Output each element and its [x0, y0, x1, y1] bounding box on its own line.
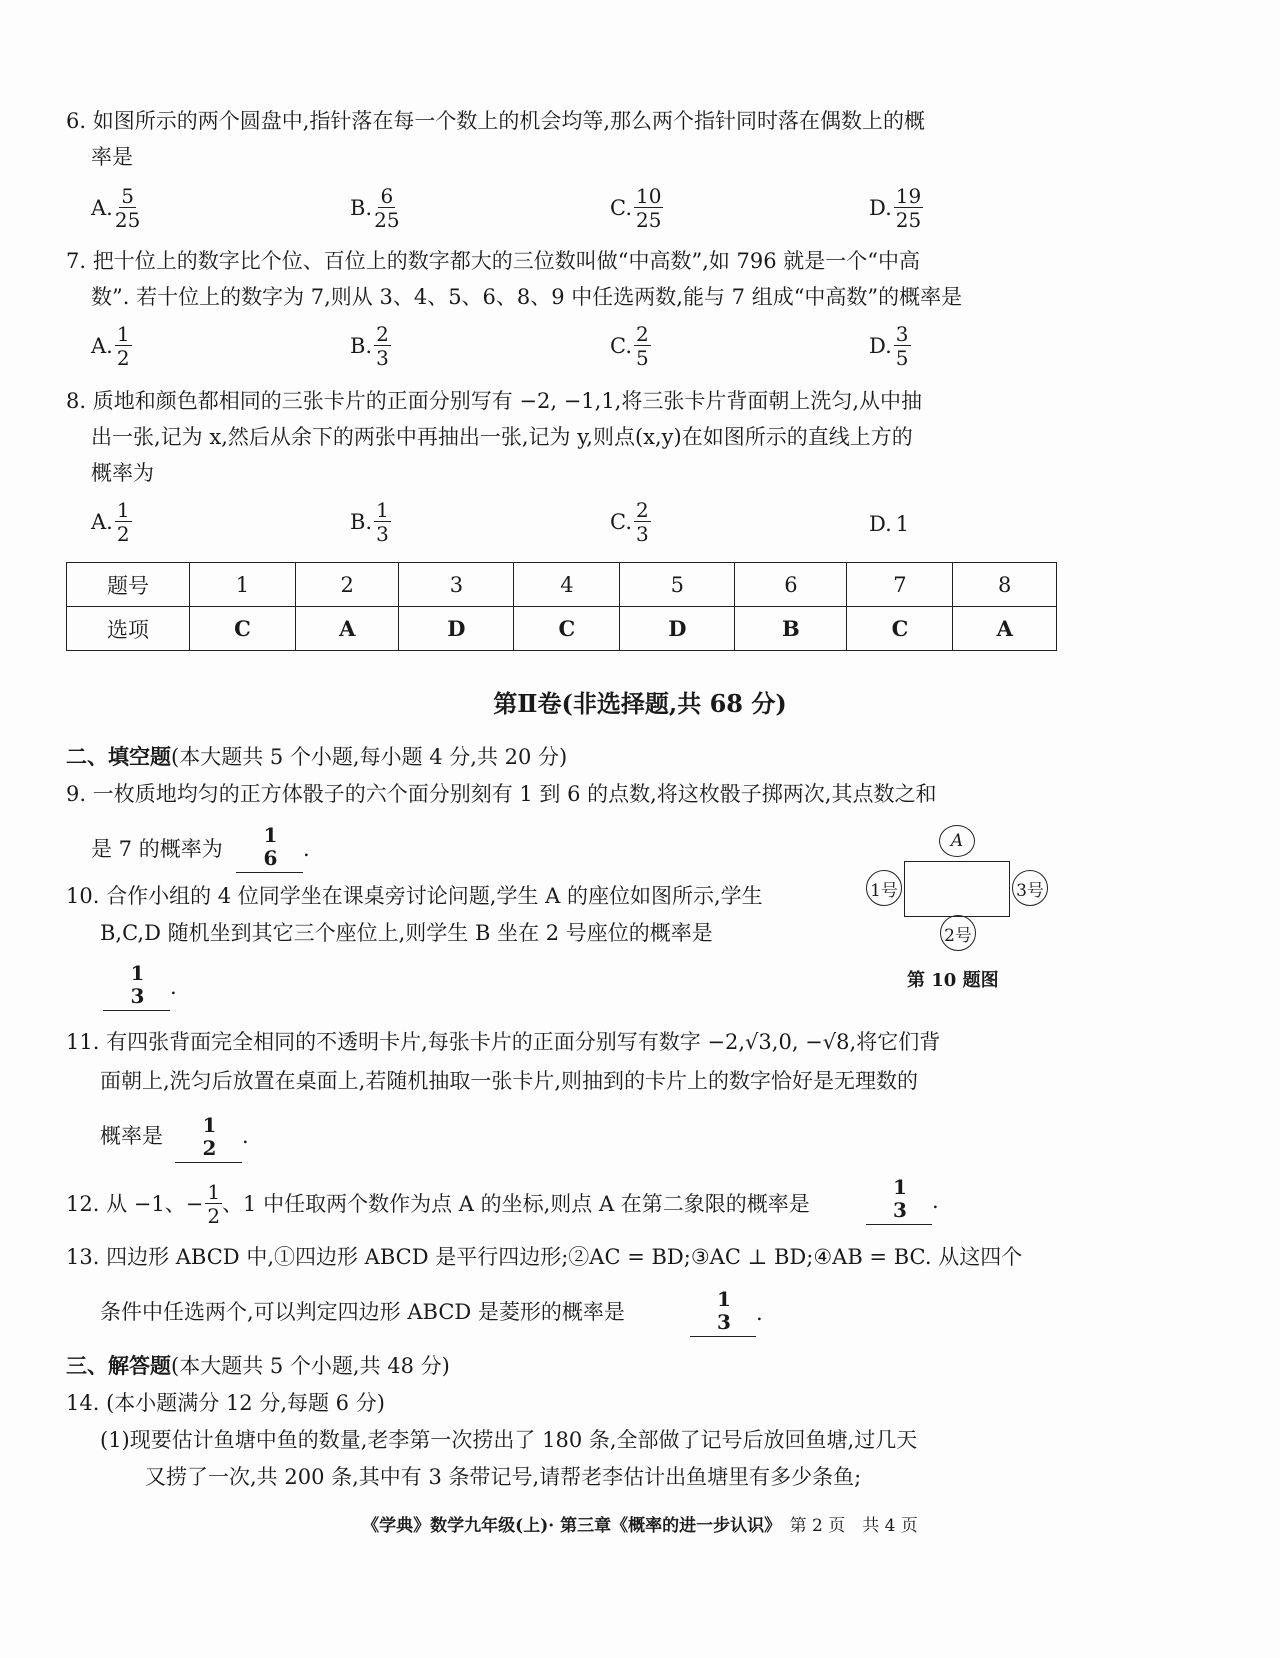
q11-text-line2: 面朝上,洗匀后放置在桌面上,若随机抽取一张卡片,则抽到的卡片上的数字恰好是无理数的 [100, 1069, 919, 1093]
q7-text-line2: 数”. 若十位上的数字为 7,则从 3、4、5、6、8、9 中任选两数,能与 7 组成“中高数”的概率是 [91, 285, 963, 309]
section2-note: (本大题共 5 个小题,每小题 4 分,共 20 分) [171, 745, 568, 769]
seat-3: 3号 [1012, 870, 1048, 906]
option-label: D. [869, 334, 892, 358]
option-fraction: $\frac{19}{25}$ [895, 184, 922, 232]
q12-text [66, 1182, 810, 1226]
q8-text-line2: 出一张,记为 x,然后从余下的两张中再抽出一张,记为 y,则点(x,y)在如图所示的直线上方的 [91, 425, 913, 449]
option-fraction: $\frac{1}{2}$ [116, 498, 130, 546]
row-label: 题号 [67, 563, 190, 607]
section3-header [66, 1351, 450, 1381]
q7-option-d[interactable] [869, 324, 911, 368]
answer-cell[interactable]: D [399, 607, 514, 651]
option-label: D. [869, 512, 892, 536]
option-label: B. [350, 510, 373, 534]
question-number: 1 [190, 563, 296, 607]
option-fraction: $\frac{6}{25}$ [374, 184, 400, 232]
option-label: A. [91, 510, 113, 534]
q13-answer-blank[interactable] [690, 1284, 756, 1337]
section3-heading: 三、解答题 [66, 1353, 171, 1378]
question-number: 7 [847, 563, 953, 607]
table-row [67, 563, 1057, 607]
option-label: A. [91, 196, 113, 220]
footer-book: 《学典》数学九年级(上)· 第三章《概率的进一步认识》 [362, 1516, 773, 1536]
answer-cell[interactable]: C [847, 607, 953, 651]
option-label: B. [350, 334, 373, 358]
question-number: 5 [620, 563, 735, 607]
section3-note: (本大题共 5 个小题,共 48 分) [171, 1354, 450, 1378]
footer-page: 第 2 页 共 4 页 [789, 1516, 918, 1536]
question-number: 3 [399, 563, 514, 607]
desk-rectangle [904, 861, 1010, 917]
q6-option-c[interactable] [610, 186, 663, 230]
q8-text-line3: 概率为 [91, 461, 154, 485]
answer-cell[interactable]: D [620, 607, 735, 651]
q9-end: . [303, 837, 310, 861]
question-number: 4 [514, 563, 620, 607]
answer-cell[interactable]: A [295, 607, 398, 651]
q8-option-c[interactable] [610, 500, 651, 544]
page-footer [0, 1511, 1280, 1536]
option-label: A. [91, 334, 113, 358]
row-label: 选项 [67, 607, 190, 651]
q12-pre: 12. 从 −1、− [66, 1192, 204, 1216]
seat-a: A [939, 825, 975, 857]
q9-text-line2: 是 7 的概率为 [91, 837, 223, 861]
q7-text-line1: 7. 把十位上的数字比个位、百位上的数字都大的三位数叫做“中高数”,如 796 就是一个“中高 [66, 249, 921, 273]
option-fraction: $\frac{2}{3}$ [376, 322, 389, 370]
q11-text-line1: 11. 有四张背面完全相同的不透明卡片,每张卡片的正面分别写有数字 −2,√3,0, −√8,将它们背 [66, 1030, 941, 1054]
q12-end: . [932, 1189, 939, 1213]
question-number: 6 [735, 563, 847, 607]
q8-option-d[interactable] [869, 512, 909, 536]
q8-option-a[interactable] [91, 500, 132, 544]
option-label: C. [610, 334, 632, 358]
answer-cell[interactable]: A [953, 607, 1057, 651]
q6-text-line1: 6. 如图所示的两个圆盘中,指针落在每一个数上的机会均等,那么两个指针同时落在偶数上的概 [66, 109, 926, 133]
q13-end: . [756, 1301, 763, 1325]
q9-answer-blank[interactable] [236, 820, 303, 873]
q12-post: 、1 中任取两个数作为点 A 的坐标,则点 A 在第二象限的概率是 [222, 1192, 810, 1216]
q13-text-line2: 条件中任选两个,可以判定四边形 ABCD 是菱形的概率是 [100, 1300, 625, 1324]
q6-option-b[interactable] [350, 186, 400, 230]
q7-option-c[interactable] [610, 324, 651, 368]
q8-text-line1: 8. 质地和颜色都相同的三张卡片的正面分别写有 −2, −1,1,将三张卡片背面朝上洗匀,从中抽 [66, 389, 923, 413]
q9-text-line1: 9. 一枚质地均匀的正方体骰子的六个面分别刻有 1 到 6 的点数,将这枚骰子掷两次,其点数之和 [66, 782, 937, 806]
q8-option-b[interactable] [350, 500, 391, 544]
option-fraction: $\frac{10}{25}$ [636, 184, 662, 232]
option-fraction: $\frac{3}{5}$ [895, 322, 909, 370]
q6-text-line2: 率是 [91, 145, 133, 169]
answer-fraction: 1 2 [202, 1112, 217, 1160]
q14-head: 14. (本小题满分 12 分,每题 6 分) [66, 1391, 385, 1415]
part2-title: 第Ⅱ卷(非选择题,共 68 分) [493, 689, 787, 718]
option-fraction: $\frac{5}{25}$ [114, 184, 141, 232]
answer-cell[interactable]: C [190, 607, 296, 651]
q11-text-line3: 概率是 [100, 1124, 163, 1148]
q10-text-line2: B,C,D 随机坐到其它三个座位上,则学生 B 坐在 2 号座位的概率是 [100, 921, 713, 945]
answer-fraction: 1 6 [263, 822, 278, 870]
seat-2: 2号 [940, 915, 976, 951]
q12-fraction: $\frac{1}{2}$ [207, 1180, 221, 1228]
option-value: 1 [895, 512, 910, 536]
option-fraction: $\frac{2}{5}$ [636, 322, 649, 370]
q12-answer-blank[interactable] [866, 1172, 932, 1225]
question-number: 2 [295, 563, 398, 607]
q10-answer-blank[interactable] [103, 958, 170, 1011]
answer-cell[interactable]: B [735, 607, 847, 651]
figure-caption: 第 10 题图 [907, 970, 999, 991]
answer-fraction: 1 3 [130, 960, 145, 1008]
q7-option-b[interactable] [350, 324, 391, 368]
answer-table [66, 562, 1057, 651]
q10-text-line1: 10. 合作小组的 4 位同学坐在课桌旁讨论问题,学生 A 的座位如图所示,学生 [66, 884, 763, 908]
section2-header [66, 742, 567, 772]
seat-1: 1号 [866, 870, 902, 906]
option-fraction: $\frac{2}{3}$ [636, 498, 649, 546]
answer-fraction: 1 3 [893, 1174, 907, 1222]
answer-cell[interactable]: C [514, 607, 620, 651]
option-label: D. [869, 196, 892, 220]
option-label: C. [610, 510, 632, 534]
q14-part1-line1: (1)现要估计鱼塘中鱼的数量,老李第一次捞出了 180 条,全部做了记号后放回鱼塘,过几天 [100, 1428, 918, 1452]
section2-heading: 二、填空题 [66, 744, 171, 769]
q6-option-d[interactable] [869, 186, 923, 230]
q13-text-line1: 13. 四边形 ABCD 中,①四边形 ABCD 是平行四边形;②AC = BD;③AC ⊥ BD;④AB = BC. 从这四个 [66, 1245, 1023, 1269]
q10-end: . [170, 975, 177, 999]
option-fraction: $\frac{1}{3}$ [376, 498, 389, 546]
table-row [67, 607, 1057, 651]
option-label: C. [610, 196, 632, 220]
q11-end: . [242, 1124, 249, 1148]
q11-answer-blank[interactable] [175, 1110, 242, 1163]
q14-part1-line2: 又捞了一次,共 200 条,其中有 3 条带记号,请帮老李估计出鱼塘里有多少条鱼; [145, 1465, 862, 1489]
q6-option-a[interactable] [91, 186, 140, 230]
answer-fraction: 1 3 [717, 1286, 731, 1334]
question-number: 8 [953, 563, 1057, 607]
option-label: B. [350, 196, 373, 220]
option-fraction: $\frac{1}{2}$ [116, 322, 130, 370]
q7-option-a[interactable] [91, 324, 132, 368]
